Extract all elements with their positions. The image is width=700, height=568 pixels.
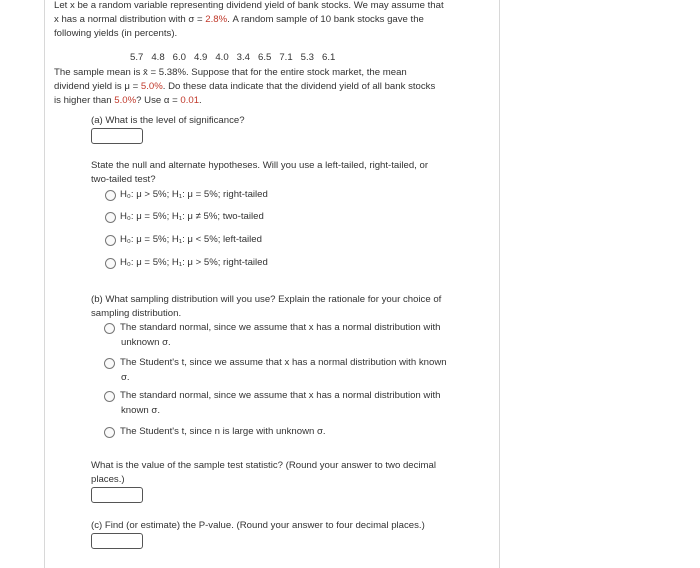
mu-value: 5.0% (140, 81, 163, 92)
hypothesis-option-2-label: H₀: μ = 5%; H₁: μ ≠ 5%; two-tailed (120, 211, 264, 222)
part-c-question: (c) Find (or estimate) the P-value. (Round your answer to four decimal places.) (91, 520, 425, 531)
test-statistic-question-line-1: What is the value of the sample test statistic? (Round your answer to two decimal (91, 460, 437, 471)
hypothesis-option-3-label: H₀: μ = 5%; H₁: μ < 5%; left-tailed (120, 234, 262, 245)
intro-line-4: The sample mean is x̄ = 5.38%. Suppose that for the entire stock market, the mean (54, 67, 407, 78)
hypothesis-option-2-radio[interactable] (105, 212, 116, 223)
intro-line-3: following yields (in percents). (54, 28, 178, 39)
part-b-question-line-2: sampling distribution. (91, 308, 182, 319)
sample-data-values: 5.7 4.8 6.0 4.9 4.0 3.4 6.5 7.1 5.3 6.1 (130, 52, 336, 63)
intro-line-1: Let x be a random variable representing dividend yield of bank stocks. We may assume that (54, 0, 444, 11)
distribution-option-1-line-1: The standard normal, since we assume that x has a normal distribution with (120, 322, 441, 333)
part-b-question-line-1: (b) What sampling distribution will you use? Explain the rationale for your choice of (91, 294, 442, 305)
hypothesis-option-3-radio[interactable] (105, 235, 116, 246)
significance-level-input[interactable] (91, 128, 143, 144)
intro-line-2: x has a normal distribution with σ = 2.8%. A random sample of 10 bank stocks gave the (54, 14, 424, 25)
distribution-option-3-line-2: known σ. (121, 405, 160, 416)
hypothesis-option-4-label: H₀: μ = 5%; H₁: μ > 5%; right-tailed (120, 257, 268, 268)
hypotheses-question-line-1: State the null and alternate hypotheses. Will you use a left-tailed, right-tailed, or (91, 160, 429, 171)
distribution-option-3-line-1: The standard normal, since we assume that x has a normal distribution with (120, 390, 441, 401)
hypotheses-question-line-2: two-tailed test? (91, 174, 156, 185)
test-statistic-input[interactable] (91, 487, 143, 503)
hypothesis-option-1-label: H₀: μ > 5%; H₁: μ = 5%; right-tailed (120, 189, 268, 200)
distribution-option-1-line-2: unknown σ. (121, 337, 171, 348)
distribution-option-3-radio[interactable] (104, 391, 115, 402)
sigma-value: 2.8% (205, 14, 228, 25)
intro-line-5: dividend yield is μ = 5.0%. Do these data indicate that the dividend yield of all bank stocks (54, 81, 436, 92)
p-value-input[interactable] (91, 533, 143, 549)
distribution-option-4-line-1: The Student's t, since n is large with unknown σ. (120, 426, 326, 437)
part-a-question: (a) What is the level of significance? (91, 115, 245, 126)
distribution-option-1-radio[interactable] (104, 323, 115, 334)
distribution-option-4-radio[interactable] (104, 427, 115, 438)
hypothesis-option-4-radio[interactable] (105, 258, 116, 269)
mu-value-2: 5.0% (114, 95, 137, 106)
distribution-option-2-radio[interactable] (104, 358, 115, 369)
intro-line-6: is higher than 5.0%? Use α = 0.01. (54, 95, 202, 106)
distribution-option-2-line-1: The Student's t, since we assume that x has a normal distribution with known (120, 357, 447, 368)
test-statistic-question-line-2: places.) (91, 474, 125, 485)
distribution-option-2-line-2: σ. (121, 372, 130, 383)
alpha-value: 0.01 (180, 95, 200, 106)
hypothesis-option-1-radio[interactable] (105, 190, 116, 201)
